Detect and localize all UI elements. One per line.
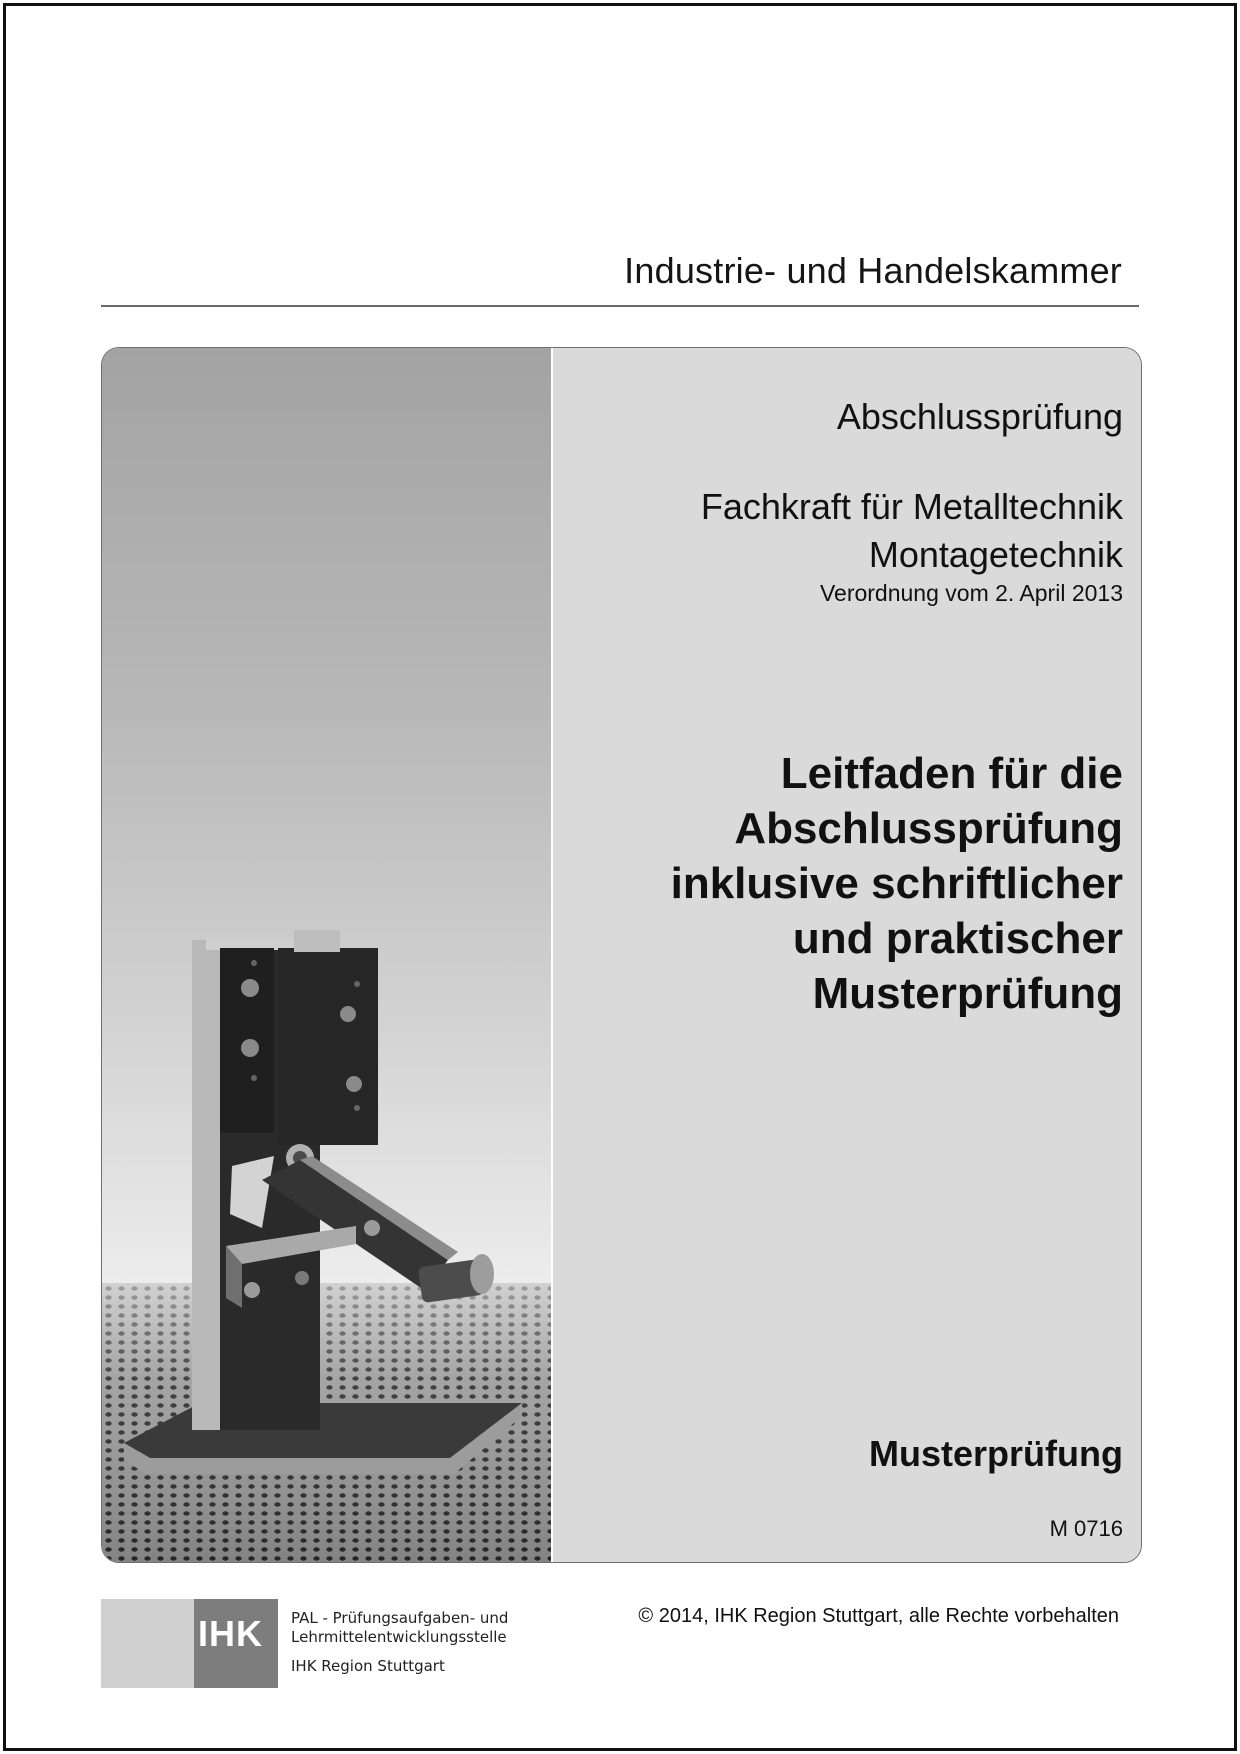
device-photo — [102, 348, 553, 1562]
document-title-line: Musterprüfung — [812, 969, 1123, 1018]
device-illustration — [102, 348, 551, 1562]
document-code: M 0716 — [1049, 1516, 1123, 1541]
profession-specialization: Montagetechnik — [868, 534, 1123, 575]
ihk-logo-text: IHK — [198, 1613, 263, 1654]
ihk-logo-box — [194, 1599, 278, 1688]
pal-info — [291, 1609, 508, 1676]
pal-region: IHK Region Stuttgart — [291, 1657, 445, 1675]
document-title-line: Leitfaden für die — [780, 749, 1123, 798]
header-divider — [101, 305, 1139, 307]
document-title-line: Abschlussprüfung — [734, 804, 1123, 853]
cover-panel — [101, 347, 1142, 1563]
pal-name-line: PAL - Prüfungsaufgaben- und — [291, 1609, 509, 1627]
copyright-notice: © 2014, IHK Region Stuttgart, alle Rechte vorbehalten — [638, 1605, 1119, 1627]
sample-exam-label: Musterprüfung — [869, 1433, 1123, 1474]
document-title — [671, 746, 1123, 1021]
pal-name-line: Lehrmittelentwicklungsstelle — [291, 1628, 507, 1646]
cover-text-area — [553, 348, 1141, 1562]
chamber-title: Industrie- und Handelskammer — [624, 250, 1122, 291]
document-title-line: inklusive schriftlicher — [670, 859, 1123, 908]
profession-title: Fachkraft für Metalltechnik — [700, 486, 1123, 527]
ihk-logo — [101, 1599, 278, 1688]
regulation-date: Verordnung vom 2. April 2013 — [819, 580, 1123, 606]
document-title-line: und praktischer — [792, 914, 1123, 963]
exam-type: Abschlussprüfung — [836, 396, 1123, 437]
